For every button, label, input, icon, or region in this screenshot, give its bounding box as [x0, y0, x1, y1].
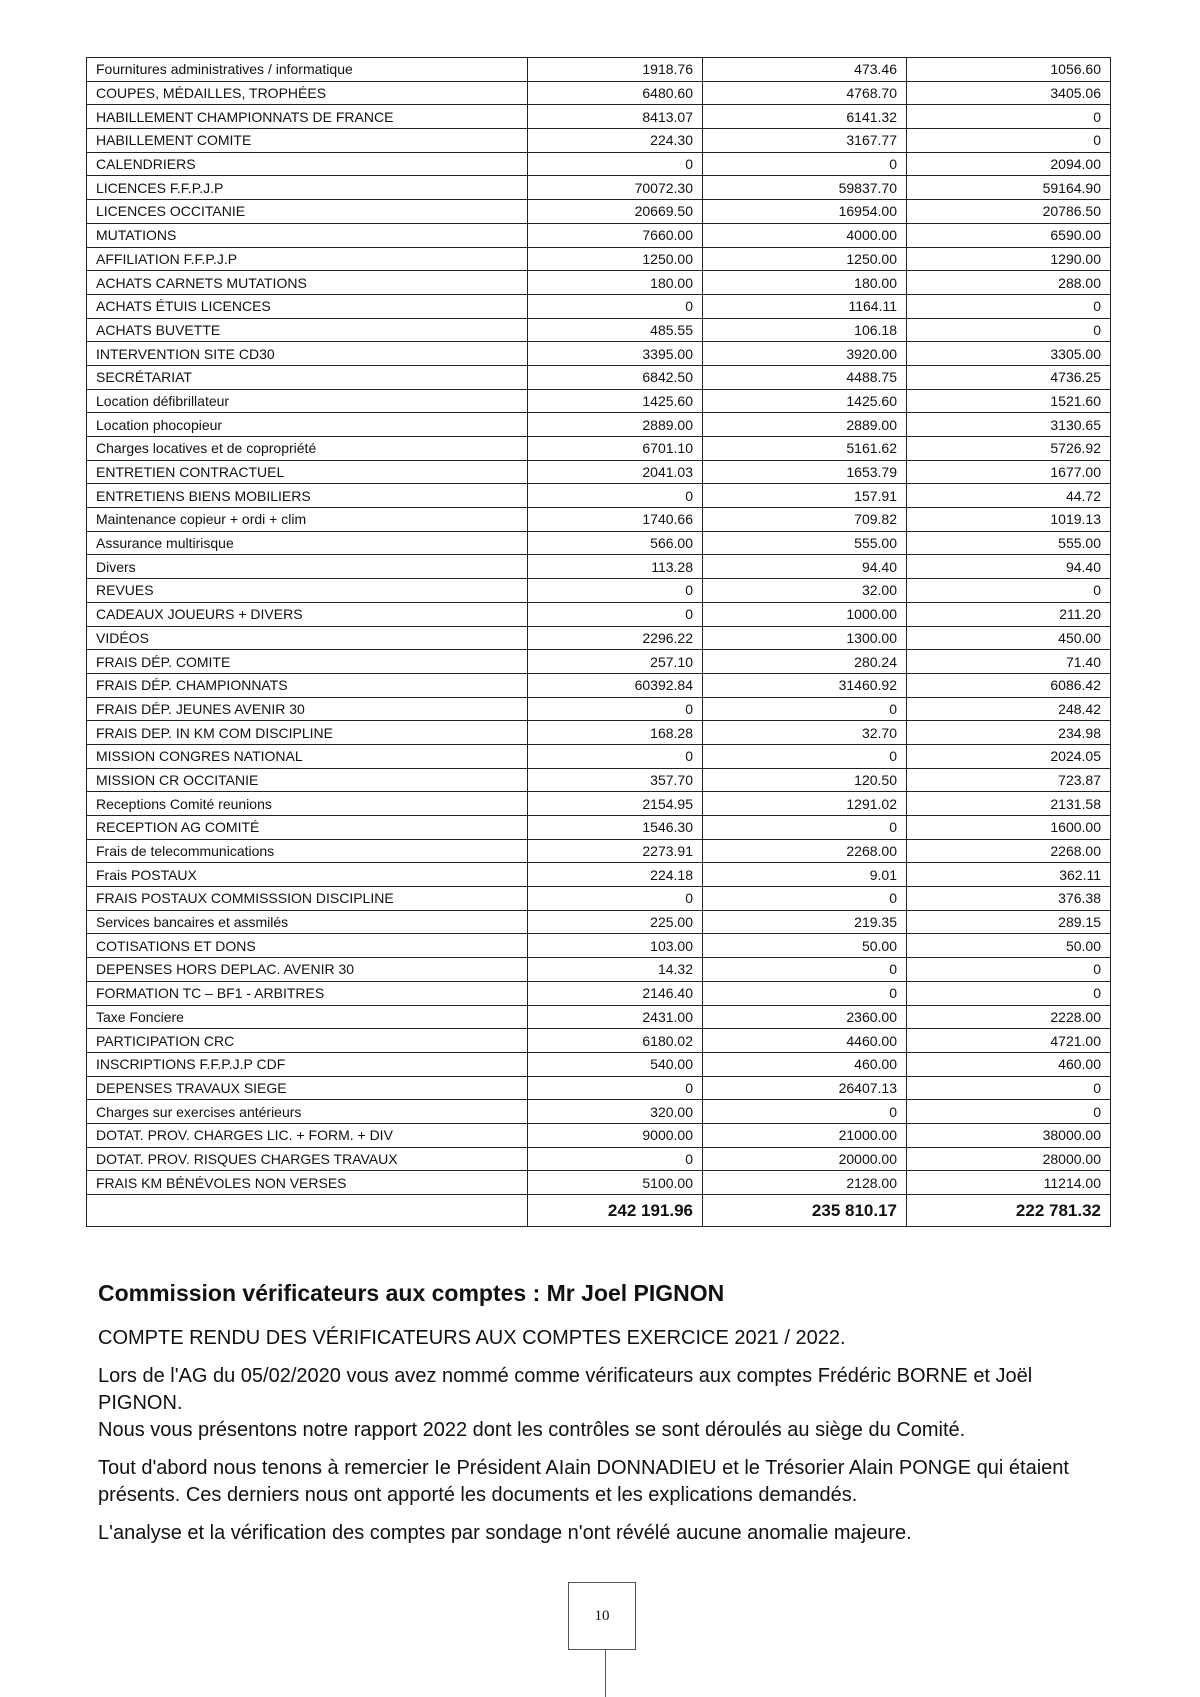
- row-label: Location phocopieur: [87, 413, 528, 437]
- table-row: [87, 176, 1111, 200]
- value-col-2: 1425.60: [703, 389, 907, 413]
- table-row: [87, 81, 1111, 105]
- table-row: [87, 887, 1111, 911]
- value-col-3: 20786.50: [907, 200, 1111, 224]
- value-col-2: 26407.13: [703, 1076, 907, 1100]
- report-subtitle: COMPTE RENDU DES VÉRIFICATEURS AUX COMPTES EXERCICE 2021 / 2022.: [98, 1327, 846, 1349]
- value-col-2: 6141.32: [703, 105, 907, 129]
- table-row: [87, 365, 1111, 389]
- table-row: [87, 1147, 1111, 1171]
- table-row: [87, 958, 1111, 982]
- value-col-2: 2360.00: [703, 1005, 907, 1029]
- row-label: DOTAT. PROV. RISQUES CHARGES TRAVAUX: [87, 1147, 528, 1171]
- value-col-3: 6086.42: [907, 673, 1111, 697]
- row-label: ENTRETIEN CONTRACTUEL: [87, 460, 528, 484]
- value-col-1: 2273.91: [528, 839, 703, 863]
- total-row-label: [87, 1195, 528, 1227]
- value-col-3: 38000.00: [907, 1123, 1111, 1147]
- table-row: [87, 342, 1111, 366]
- value-col-3: 0: [907, 1076, 1111, 1100]
- report-paragraph-3: Tout d'abord nous tenons à remercier Ie Président AIain DONNADIEU et le Trésorier Alain PONGE qui étaient présents. Ces derniers nous ont apporté les documents et les explications demandés.: [98, 1457, 1069, 1506]
- value-col-2: 3167.77: [703, 129, 907, 153]
- value-col-2: 709.82: [703, 508, 907, 532]
- value-col-2: 280.24: [703, 650, 907, 674]
- value-col-2: 2268.00: [703, 839, 907, 863]
- value-col-2: 9.01: [703, 863, 907, 887]
- value-col-2: 2889.00: [703, 413, 907, 437]
- table-row: [87, 105, 1111, 129]
- row-label: Receptions Comité reunions: [87, 792, 528, 816]
- value-col-3: 4736.25: [907, 365, 1111, 389]
- row-label: Divers: [87, 555, 528, 579]
- value-col-2: 0: [703, 1100, 907, 1124]
- table-row: [87, 1029, 1111, 1053]
- value-col-3: 5726.92: [907, 437, 1111, 461]
- report-heading: Commission vérificateurs aux comptes : Mr Joel PIGNON: [98, 1280, 725, 1306]
- row-label: DEPENSES HORS DEPLAC. AVENIR 30: [87, 958, 528, 982]
- value-col-3: 0: [907, 958, 1111, 982]
- value-col-3: 1056.60: [907, 58, 1111, 82]
- row-label: Charges locatives et de copropriété: [87, 437, 528, 461]
- table-row: [87, 555, 1111, 579]
- value-col-1: 2146.40: [528, 981, 703, 1005]
- table-row: [87, 1100, 1111, 1124]
- value-col-3: 2228.00: [907, 1005, 1111, 1029]
- value-col-2: 1250.00: [703, 247, 907, 271]
- value-col-1: 1250.00: [528, 247, 703, 271]
- value-col-3: 460.00: [907, 1052, 1111, 1076]
- value-col-1: 0: [528, 484, 703, 508]
- value-col-2: 1653.79: [703, 460, 907, 484]
- value-col-1: 70072.30: [528, 176, 703, 200]
- value-col-3: 3130.65: [907, 413, 1111, 437]
- table-row: [87, 531, 1111, 555]
- value-col-2: 50.00: [703, 934, 907, 958]
- value-col-1: 0: [528, 602, 703, 626]
- value-col-1: 320.00: [528, 1100, 703, 1124]
- value-col-3: 50.00: [907, 934, 1111, 958]
- value-col-2: 1000.00: [703, 602, 907, 626]
- expense-table-body: [87, 58, 1111, 1227]
- value-col-1: 3395.00: [528, 342, 703, 366]
- report-paragraph-2: Nous vous présentons notre rapport 2022 dont les contrôles se sont déroulés au siège du Comité.: [98, 1419, 966, 1441]
- row-label: FRAIS DÉP. JEUNES AVENIR 30: [87, 697, 528, 721]
- value-col-3: 248.42: [907, 697, 1111, 721]
- row-label: FORMATION TC – BF1 - ARBITRES: [87, 981, 528, 1005]
- row-label: HABILLEMENT COMITE: [87, 129, 528, 153]
- table-row: [87, 271, 1111, 295]
- table-row: [87, 58, 1111, 82]
- table-row: [87, 1052, 1111, 1076]
- value-col-2: 0: [703, 816, 907, 840]
- value-col-1: 0: [528, 887, 703, 911]
- value-col-2: 120.50: [703, 768, 907, 792]
- value-col-2: 4460.00: [703, 1029, 907, 1053]
- value-col-2: 157.91: [703, 484, 907, 508]
- value-col-3: 1600.00: [907, 816, 1111, 840]
- row-label: ACHATS ÉTUIS LICENCES: [87, 294, 528, 318]
- value-col-3: 0: [907, 579, 1111, 603]
- value-col-3: 1290.00: [907, 247, 1111, 271]
- value-col-3: 0: [907, 1100, 1111, 1124]
- value-col-3: 44.72: [907, 484, 1111, 508]
- value-col-2: 219.35: [703, 910, 907, 934]
- value-col-1: 566.00: [528, 531, 703, 555]
- value-col-1: 0: [528, 1147, 703, 1171]
- row-label: FRAIS DEP. IN KM COM DISCIPLINE: [87, 721, 528, 745]
- table-row: [87, 863, 1111, 887]
- value-col-3: 723.87: [907, 768, 1111, 792]
- row-label: COTISATIONS ET DONS: [87, 934, 528, 958]
- value-col-3: 11214.00: [907, 1171, 1111, 1195]
- value-col-2: 555.00: [703, 531, 907, 555]
- expense-table: [86, 57, 1111, 1227]
- page-number-line: [605, 1650, 606, 1697]
- value-col-1: 2041.03: [528, 460, 703, 484]
- value-col-2: 0: [703, 744, 907, 768]
- value-col-2: 460.00: [703, 1052, 907, 1076]
- value-col-1: 257.10: [528, 650, 703, 674]
- value-col-2: 2128.00: [703, 1171, 907, 1195]
- total-value-col-1: 242 191.96: [528, 1195, 703, 1227]
- row-label: INTERVENTION SITE CD30: [87, 342, 528, 366]
- value-col-3: 3305.00: [907, 342, 1111, 366]
- value-col-3: 4721.00: [907, 1029, 1111, 1053]
- value-col-3: 1677.00: [907, 460, 1111, 484]
- value-col-1: 6180.02: [528, 1029, 703, 1053]
- table-row: [87, 247, 1111, 271]
- table-row: [87, 934, 1111, 958]
- value-col-1: 0: [528, 294, 703, 318]
- row-label: LICENCES OCCITANIE: [87, 200, 528, 224]
- row-label: CALENDRIERS: [87, 152, 528, 176]
- table-row: [87, 484, 1111, 508]
- row-label: HABILLEMENT CHAMPIONNATS DE FRANCE: [87, 105, 528, 129]
- value-col-2: 32.70: [703, 721, 907, 745]
- value-col-3: 289.15: [907, 910, 1111, 934]
- table-row: [87, 626, 1111, 650]
- value-col-1: 2431.00: [528, 1005, 703, 1029]
- value-col-2: 5161.62: [703, 437, 907, 461]
- value-col-1: 9000.00: [528, 1123, 703, 1147]
- table-row: [87, 389, 1111, 413]
- value-col-2: 0: [703, 981, 907, 1005]
- row-label: VIDÉOS: [87, 626, 528, 650]
- row-label: Charges sur exercises antérieurs: [87, 1100, 528, 1124]
- value-col-1: 225.00: [528, 910, 703, 934]
- table-row: [87, 318, 1111, 342]
- table-row: [87, 650, 1111, 674]
- row-label: Frais de telecommunications: [87, 839, 528, 863]
- value-col-1: 5100.00: [528, 1171, 703, 1195]
- value-col-3: 94.40: [907, 555, 1111, 579]
- value-col-3: 0: [907, 105, 1111, 129]
- value-col-3: 2131.58: [907, 792, 1111, 816]
- value-col-1: 2154.95: [528, 792, 703, 816]
- row-label: PARTICIPATION CRC: [87, 1029, 528, 1053]
- value-col-1: 8413.07: [528, 105, 703, 129]
- row-label: Assurance multirisque: [87, 531, 528, 555]
- row-label: FRAIS POSTAUX COMMISSSION DISCIPLINE: [87, 887, 528, 911]
- table-row: [87, 981, 1111, 1005]
- value-col-2: 0: [703, 958, 907, 982]
- value-col-3: 555.00: [907, 531, 1111, 555]
- table-row: [87, 768, 1111, 792]
- value-col-3: 2024.05: [907, 744, 1111, 768]
- value-col-1: 113.28: [528, 555, 703, 579]
- value-col-1: 1425.60: [528, 389, 703, 413]
- table-row: [87, 673, 1111, 697]
- value-col-1: 224.30: [528, 129, 703, 153]
- value-col-1: 180.00: [528, 271, 703, 295]
- row-label: Taxe Fonciere: [87, 1005, 528, 1029]
- value-col-2: 0: [703, 697, 907, 721]
- table-row: [87, 1005, 1111, 1029]
- row-label: REVUES: [87, 579, 528, 603]
- value-col-2: 473.46: [703, 58, 907, 82]
- auditor-report: [98, 1278, 1118, 1558]
- value-col-3: 1019.13: [907, 508, 1111, 532]
- row-label: DOTAT. PROV. CHARGES LIC. + FORM. + DIV: [87, 1123, 528, 1147]
- row-label: MISSION CR OCCITANIE: [87, 768, 528, 792]
- row-label: Services bancaires et assmilés: [87, 910, 528, 934]
- row-label: CADEAUX JOUEURS + DIVERS: [87, 602, 528, 626]
- value-col-3: 2094.00: [907, 152, 1111, 176]
- value-col-3: 0: [907, 981, 1111, 1005]
- value-col-3: 59164.90: [907, 176, 1111, 200]
- value-col-2: 16954.00: [703, 200, 907, 224]
- row-label: DEPENSES TRAVAUX SIEGE: [87, 1076, 528, 1100]
- value-col-2: 1300.00: [703, 626, 907, 650]
- row-label: ACHATS BUVETTE: [87, 318, 528, 342]
- table-row: [87, 200, 1111, 224]
- value-col-1: 6842.50: [528, 365, 703, 389]
- value-col-3: 2268.00: [907, 839, 1111, 863]
- value-col-2: 106.18: [703, 318, 907, 342]
- row-label: FRAIS DÉP. COMITE: [87, 650, 528, 674]
- row-label: ENTRETIENS BIENS MOBILIERS: [87, 484, 528, 508]
- page-number: 10: [568, 1582, 636, 1650]
- total-value-col-2: 235 810.17: [703, 1195, 907, 1227]
- table-row: [87, 839, 1111, 863]
- value-col-1: 2296.22: [528, 626, 703, 650]
- table-row: [87, 223, 1111, 247]
- value-col-3: 0: [907, 318, 1111, 342]
- table-row: [87, 697, 1111, 721]
- value-col-1: 357.70: [528, 768, 703, 792]
- value-col-3: 1521.60: [907, 389, 1111, 413]
- table-row: [87, 437, 1111, 461]
- value-col-1: 60392.84: [528, 673, 703, 697]
- value-col-2: 94.40: [703, 555, 907, 579]
- value-col-3: 0: [907, 294, 1111, 318]
- value-col-1: 485.55: [528, 318, 703, 342]
- value-col-1: 540.00: [528, 1052, 703, 1076]
- table-row: [87, 413, 1111, 437]
- value-col-1: 6480.60: [528, 81, 703, 105]
- value-col-2: 1291.02: [703, 792, 907, 816]
- table-row: [87, 1171, 1111, 1195]
- value-col-1: 6701.10: [528, 437, 703, 461]
- value-col-1: 14.32: [528, 958, 703, 982]
- table-row: [87, 294, 1111, 318]
- table-row: [87, 460, 1111, 484]
- total-value-col-3: 222 781.32: [907, 1195, 1111, 1227]
- row-label: COUPES, MÉDAILLES, TROPHÉES: [87, 81, 528, 105]
- value-col-3: 362.11: [907, 863, 1111, 887]
- value-col-2: 3920.00: [703, 342, 907, 366]
- table-row: [87, 792, 1111, 816]
- value-col-1: 0: [528, 744, 703, 768]
- value-col-2: 0: [703, 887, 907, 911]
- table-row: [87, 579, 1111, 603]
- row-label: SECRÉTARIAT: [87, 365, 528, 389]
- value-col-2: 32.00: [703, 579, 907, 603]
- table-row: [87, 508, 1111, 532]
- value-col-1: 0: [528, 152, 703, 176]
- table-row: [87, 152, 1111, 176]
- row-label: FRAIS KM BÉNÉVOLES NON VERSES: [87, 1171, 528, 1195]
- value-col-1: 1546.30: [528, 816, 703, 840]
- value-col-2: 21000.00: [703, 1123, 907, 1147]
- value-col-3: 376.38: [907, 887, 1111, 911]
- value-col-3: 450.00: [907, 626, 1111, 650]
- value-col-3: 3405.06: [907, 81, 1111, 105]
- value-col-2: 4000.00: [703, 223, 907, 247]
- table-row: [87, 129, 1111, 153]
- value-col-1: 0: [528, 579, 703, 603]
- row-label: ACHATS CARNETS MUTATIONS: [87, 271, 528, 295]
- table-total-row: [87, 1195, 1111, 1227]
- value-col-1: 20669.50: [528, 200, 703, 224]
- table-row: [87, 910, 1111, 934]
- table-row: [87, 602, 1111, 626]
- value-col-3: 211.20: [907, 602, 1111, 626]
- row-label: RECEPTION AG COMITÉ: [87, 816, 528, 840]
- value-col-2: 20000.00: [703, 1147, 907, 1171]
- value-col-1: 0: [528, 697, 703, 721]
- row-label: MUTATIONS: [87, 223, 528, 247]
- value-col-2: 1164.11: [703, 294, 907, 318]
- row-label: Frais POSTAUX: [87, 863, 528, 887]
- row-label: Location défibrillateur: [87, 389, 528, 413]
- table-row: [87, 816, 1111, 840]
- table-row: [87, 1123, 1111, 1147]
- value-col-2: 59837.70: [703, 176, 907, 200]
- value-col-2: 4768.70: [703, 81, 907, 105]
- row-label: MISSION CONGRES NATIONAL: [87, 744, 528, 768]
- value-col-1: 168.28: [528, 721, 703, 745]
- value-col-1: 103.00: [528, 934, 703, 958]
- value-col-2: 180.00: [703, 271, 907, 295]
- row-label: Maintenance copieur + ordi + clim: [87, 508, 528, 532]
- value-col-3: 71.40: [907, 650, 1111, 674]
- value-col-1: 1918.76: [528, 58, 703, 82]
- report-paragraph-1: Lors de l'AG du 05/02/2020 vous avez nommé comme vérificateurs aux comptes Frédéric BORNE et Joël PIGNON.: [98, 1365, 1033, 1414]
- row-label: INSCRIPTIONS F.F.P.J.P CDF: [87, 1052, 528, 1076]
- value-col-1: 0: [528, 1076, 703, 1100]
- value-col-1: 224.18: [528, 863, 703, 887]
- value-col-3: 0: [907, 129, 1111, 153]
- value-col-2: 0: [703, 152, 907, 176]
- value-col-1: 1740.66: [528, 508, 703, 532]
- value-col-1: 7660.00: [528, 223, 703, 247]
- value-col-3: 234.98: [907, 721, 1111, 745]
- table-row: [87, 744, 1111, 768]
- row-label: FRAIS DÉP. CHAMPIONNATS: [87, 673, 528, 697]
- report-paragraph-4: L'analyse et la vérification des comptes par sondage n'ont révélé aucune anomalie majeure.: [98, 1522, 912, 1544]
- table-row: [87, 1076, 1111, 1100]
- row-label: AFFILIATION F.F.P.J.P: [87, 247, 528, 271]
- value-col-3: 28000.00: [907, 1147, 1111, 1171]
- row-label: LICENCES F.F.P.J.P: [87, 176, 528, 200]
- row-label: Fournitures administratives / informatique: [87, 58, 528, 82]
- table-row: [87, 721, 1111, 745]
- value-col-3: 288.00: [907, 271, 1111, 295]
- value-col-2: 4488.75: [703, 365, 907, 389]
- value-col-3: 6590.00: [907, 223, 1111, 247]
- value-col-2: 31460.92: [703, 673, 907, 697]
- value-col-1: 2889.00: [528, 413, 703, 437]
